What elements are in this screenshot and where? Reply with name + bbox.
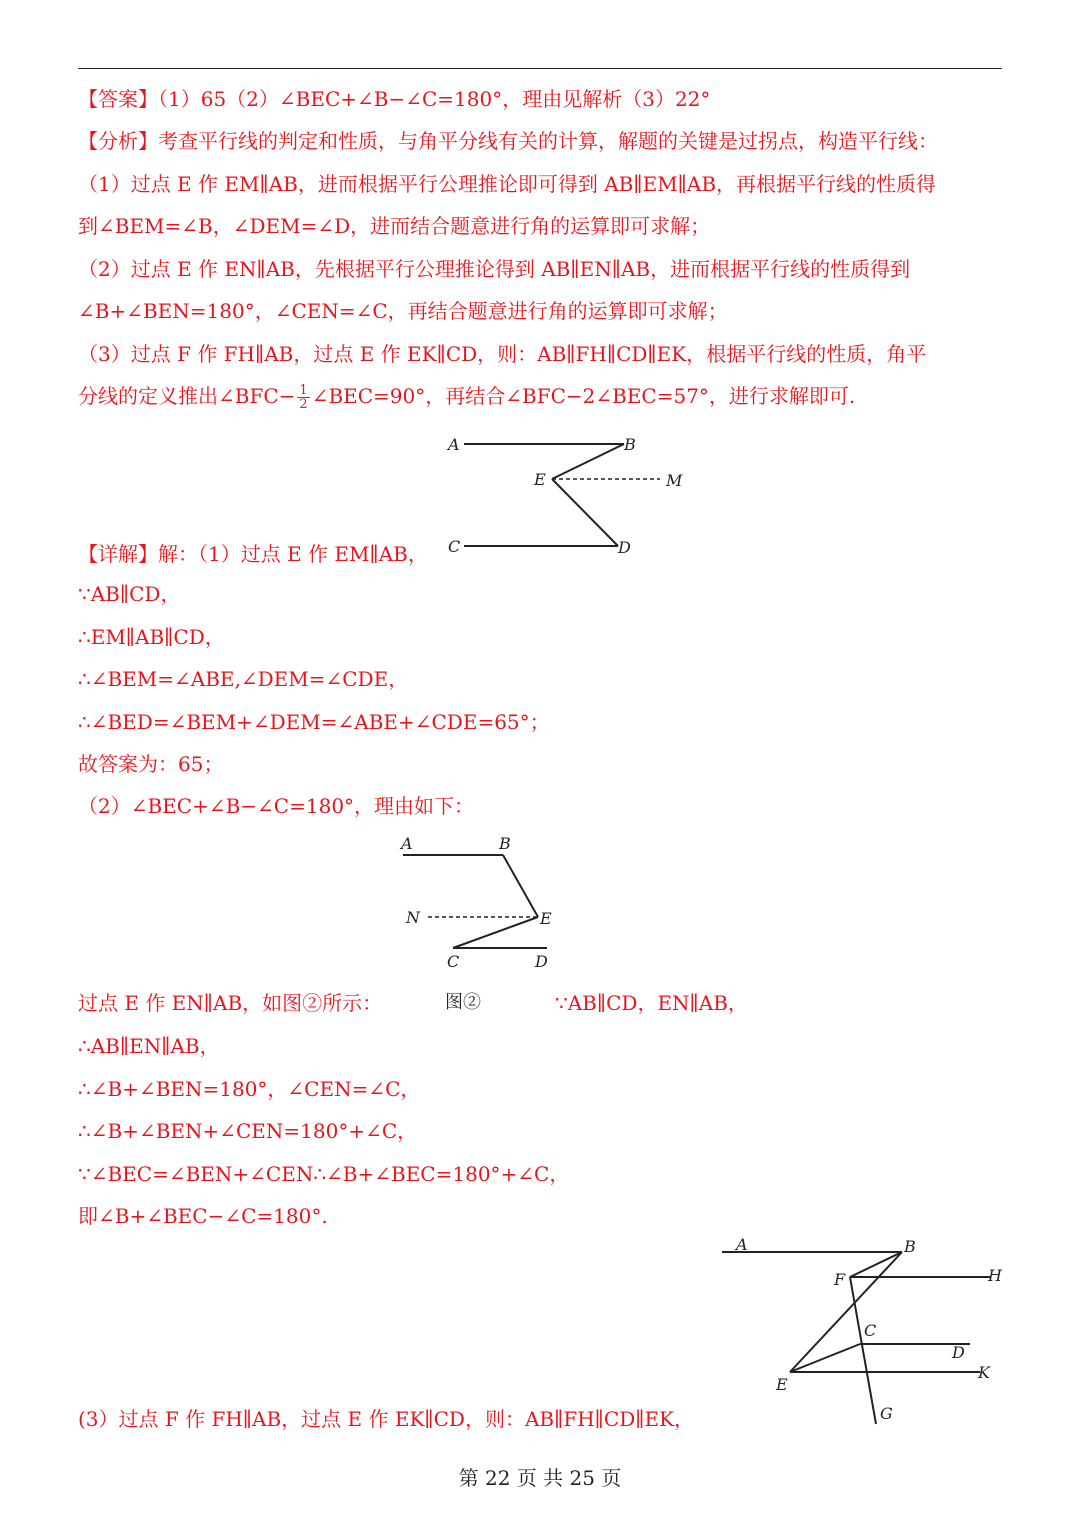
detail-s1: 解：（1）过点 E 作 EM∥AB， <box>158 542 428 566</box>
figure-2 <box>395 830 575 975</box>
figure-2-caption: 图② <box>445 992 481 1013</box>
label-d: D <box>952 1343 965 1362</box>
figure-1 <box>440 430 700 560</box>
analysis-p3-line2-a: 分线的定义推出∠BFC− <box>78 384 296 408</box>
label-c: C <box>447 952 460 971</box>
header-rule <box>78 68 1002 69</box>
analysis-intro-line <box>78 131 938 151</box>
segment-fg <box>850 1277 876 1424</box>
detail-line-1 <box>78 544 428 564</box>
detail-s2: ∵AB∥CD， <box>78 582 181 606</box>
detail-s6: 故答案为：65； <box>78 752 224 776</box>
detail-s12: ∵∠BEC=∠BEN+∠CEN∴∠B+∠BEC=180°+∠C， <box>78 1162 570 1186</box>
answer-tag: 【答案】 <box>78 87 158 111</box>
label-a: A <box>448 435 460 454</box>
answer-line <box>78 89 710 109</box>
label-e: E <box>776 1375 788 1394</box>
label-n: N <box>406 908 420 927</box>
label-c: C <box>448 537 461 556</box>
page-footer: 第 22 页 共 25 页 <box>458 1466 622 1490</box>
label-h: H <box>988 1266 1002 1285</box>
label-b: B <box>499 834 511 853</box>
segment-ec <box>790 1344 860 1372</box>
analysis-p3-line1: （3）过点 F 作 FH∥AB，过点 E 作 EK∥CD，则：AB∥FH∥CD∥EK，根据平行线的性质，角平 <box>78 342 927 366</box>
detail-s8b: ∵AB∥CD，EN∥AB， <box>555 991 748 1015</box>
detail-s13: 即∠B+∠BEC−∠C=180°. <box>78 1204 328 1228</box>
detail-s5: ∴∠BED=∠BEM+∠DEM=∠ABE+∠CDE=65°； <box>78 710 550 734</box>
label-a: A <box>401 834 413 853</box>
detail-s10: ∴∠B+∠BEN=180°，∠CEN=∠C， <box>78 1077 421 1101</box>
detail-s14: (3）过点 F 作 FH∥AB，过点 E 作 EK∥CD，则：AB∥FH∥CD∥EK， <box>78 1407 695 1431</box>
analysis-p1-line2: 到∠BEM=∠B，∠DEM=∠D，进而结合题意进行角的运算即可求解； <box>78 214 711 238</box>
figure-3 <box>718 1232 1008 1432</box>
detail-s7: （2）∠BEC+∠B−∠C=180°，理由如下： <box>78 794 475 818</box>
analysis-p2-line2: ∠B+∠BEN=180°，∠CEN=∠C，再结合题意进行角的运算即可求解； <box>78 299 728 323</box>
label-a: A <box>736 1235 748 1254</box>
analysis-p1-line1: （1）过点 E 作 EM∥AB，进而根据平行公理推论即可得到 AB∥EM∥AB，再根据平行线的性质得 <box>78 172 937 196</box>
answer-text: （1）65（2）∠BEC+∠B−∠C=180°，理由见解析（3）22° <box>158 87 711 111</box>
label-c: C <box>864 1321 877 1340</box>
detail-s9: ∴AB∥EN∥AB， <box>78 1034 220 1058</box>
fraction-denominator: 2 <box>299 397 308 412</box>
label-d: D <box>618 538 631 557</box>
detail-s8a: 过点 E 作 EN∥AB，如图②所示： <box>78 991 383 1015</box>
analysis-p2-line1: （2）过点 E 作 EN∥AB，先根据平行公理推论得到 AB∥EN∥AB，进而根据平行线的性质得到 <box>78 257 911 281</box>
label-g: G <box>880 1404 893 1423</box>
segment-bf <box>850 1252 902 1277</box>
label-b: B <box>624 435 636 454</box>
analysis-p3-line2 <box>78 384 855 411</box>
segment-ed <box>552 479 618 546</box>
segment-be <box>552 444 624 479</box>
label-d: D <box>535 952 548 971</box>
label-e: E <box>540 909 552 928</box>
segment-be <box>790 1252 902 1372</box>
fraction-numerator: 1 <box>299 383 308 398</box>
segment-ec <box>453 917 538 948</box>
label-f: F <box>834 1270 846 1289</box>
detail-s3: ∴EM∥AB∥CD， <box>78 625 225 649</box>
label-m: M <box>666 471 683 490</box>
analysis-tag: 【分析】 <box>78 129 158 153</box>
segment-be <box>503 855 538 917</box>
label-e: E <box>534 470 546 489</box>
detail-s4: ∴∠BEM=∠ABE,∠DEM=∠CDE， <box>78 667 409 691</box>
detail-s11: ∴∠B+∠BEN+∠CEN=180°+∠C， <box>78 1119 418 1143</box>
fraction-one-half <box>297 384 309 411</box>
label-k: K <box>978 1363 990 1382</box>
detail-tag: 【详解】 <box>78 542 158 566</box>
analysis-intro: 考查平行线的判定和性质，与角平分线有关的计算，解题的关键是过拐点，构造平行线： <box>158 129 938 153</box>
analysis-p3-line2-b: ∠BEC=90°，再结合∠BFC−2∠BEC=57°，进行求解即可. <box>311 384 856 408</box>
label-b: B <box>904 1237 916 1256</box>
